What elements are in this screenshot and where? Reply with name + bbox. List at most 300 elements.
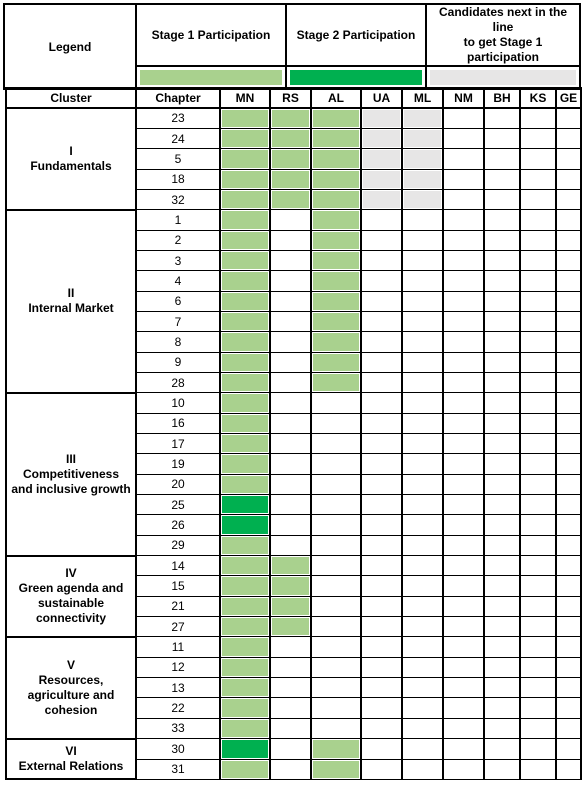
status-cell-rs-empty (270, 434, 311, 454)
status-cell-mn-stage1 (220, 698, 270, 718)
status-cell-mn-stage1 (220, 108, 270, 128)
status-fill-stage1 (272, 618, 309, 635)
status-cell-ua-empty (361, 556, 402, 576)
status-cell-ks-empty (520, 332, 556, 352)
status-fill-stage1 (313, 333, 359, 350)
status-cell-ks-empty (520, 210, 556, 230)
status-cell-nm-empty (443, 576, 484, 596)
status-fill-stage1 (222, 618, 268, 635)
status-cell-rs-empty (270, 413, 311, 433)
status-cell-ml-empty (402, 311, 443, 331)
status-cell-bh-empty (484, 352, 520, 372)
status-fill-next-in-line (404, 171, 441, 188)
status-cell-ks-empty (520, 556, 556, 576)
status-cell-nm-empty (443, 454, 484, 474)
status-cell-al-stage1 (311, 108, 361, 128)
status-cell-al-empty (311, 413, 361, 433)
status-cell-bh-empty (484, 291, 520, 311)
status-cell-bh-empty (484, 108, 520, 128)
status-cell-ua-next-in-line (361, 128, 402, 148)
chapter-cell: 32 (136, 189, 220, 209)
status-cell-bh-empty (484, 434, 520, 454)
status-cell-ge-empty (556, 108, 581, 128)
status-cell-nm-empty (443, 210, 484, 230)
status-cell-nm-empty (443, 617, 484, 637)
status-cell-al-empty (311, 556, 361, 576)
chapter-cell: 16 (136, 413, 220, 433)
chapter-cell: 21 (136, 596, 220, 616)
status-cell-ks-empty (520, 393, 556, 413)
status-cell-nm-empty (443, 311, 484, 331)
chapter-cell: 8 (136, 332, 220, 352)
status-cell-nm-empty (443, 759, 484, 779)
status-cell-ml-next-in-line (402, 189, 443, 209)
status-cell-bh-empty (484, 250, 520, 270)
status-cell-rs-empty (270, 230, 311, 250)
status-cell-rs-empty (270, 718, 311, 738)
status-cell-mn-stage1 (220, 311, 270, 331)
status-fill-stage1 (313, 252, 359, 269)
status-cell-bh-empty (484, 698, 520, 718)
cluster-cell (6, 637, 136, 739)
legend-next-label (426, 4, 580, 66)
status-cell-ge-empty (556, 718, 581, 738)
status-cell-ml-empty (402, 637, 443, 657)
status-cell-mn-stage1 (220, 434, 270, 454)
status-cell-ks-empty (520, 495, 556, 515)
chapter-cell: 11 (136, 637, 220, 657)
status-cell-ml-empty (402, 352, 443, 372)
status-cell-ml-empty (402, 515, 443, 535)
status-fill-stage1 (313, 313, 359, 330)
status-cell-al-stage1 (311, 291, 361, 311)
status-cell-al-empty (311, 454, 361, 474)
status-cell-ks-empty (520, 759, 556, 779)
status-cell-ml-empty (402, 617, 443, 637)
status-cell-ge-empty (556, 596, 581, 616)
status-fill-stage1 (272, 110, 309, 127)
status-cell-mn-stage2 (220, 515, 270, 535)
status-fill-stage1 (222, 537, 268, 554)
status-cell-al-stage1 (311, 250, 361, 270)
status-cell-mn-stage2 (220, 739, 270, 759)
status-cell-mn-stage1 (220, 332, 270, 352)
status-cell-bh-empty (484, 271, 520, 291)
status-cell-rs-stage1 (270, 617, 311, 637)
status-fill-stage1 (222, 272, 268, 289)
status-cell-bh-empty (484, 189, 520, 209)
status-fill-stage1 (272, 577, 309, 594)
status-fill-stage1 (313, 293, 359, 310)
status-cell-ua-empty (361, 739, 402, 759)
cluster-name: Fundamentals (30, 158, 112, 173)
status-cell-ks-empty (520, 291, 556, 311)
status-cell-ks-empty (520, 454, 556, 474)
status-fill-stage1 (222, 374, 268, 391)
chapter-cell: 5 (136, 149, 220, 169)
cluster-cell (6, 108, 136, 210)
cluster-name: Green agenda and sustainable connectivity (18, 581, 124, 626)
status-fill-stage1 (222, 659, 268, 676)
status-fill-stage1 (222, 435, 268, 452)
status-cell-bh-empty (484, 169, 520, 189)
cluster-cell (6, 393, 136, 556)
status-cell-ua-empty (361, 474, 402, 494)
status-fill-stage1 (272, 598, 309, 615)
status-cell-mn-stage2 (220, 495, 270, 515)
status-cell-mn-stage1 (220, 596, 270, 616)
status-cell-rs-stage1 (270, 576, 311, 596)
status-cell-ks-empty (520, 434, 556, 454)
status-cell-ml-next-in-line (402, 108, 443, 128)
status-cell-ge-empty (556, 250, 581, 270)
status-cell-mn-stage1 (220, 169, 270, 189)
status-cell-al-empty (311, 617, 361, 637)
status-cell-al-empty (311, 474, 361, 494)
cluster-name: Resources, agriculture and cohesion (27, 672, 115, 717)
status-fill-stage1 (272, 557, 309, 574)
cluster-numeral: IV (65, 566, 77, 581)
status-cell-al-stage1 (311, 271, 361, 291)
status-cell-ge-empty (556, 311, 581, 331)
status-cell-ml-empty (402, 291, 443, 311)
column-header-mn: MN (220, 88, 270, 108)
legend-table (3, 3, 581, 90)
chapter-cell: 6 (136, 291, 220, 311)
status-cell-rs-empty (270, 739, 311, 759)
status-cell-ks-empty (520, 108, 556, 128)
legend-stage2-swatch (286, 66, 426, 89)
status-cell-rs-stage1 (270, 149, 311, 169)
status-cell-ge-empty (556, 617, 581, 637)
status-cell-nm-empty (443, 352, 484, 372)
chapter-cell: 25 (136, 495, 220, 515)
column-header-ks: KS (520, 88, 556, 108)
status-cell-ge-empty (556, 576, 581, 596)
status-cell-ua-empty (361, 698, 402, 718)
status-cell-ml-empty (402, 759, 443, 779)
status-cell-ua-empty (361, 311, 402, 331)
status-cell-ks-empty (520, 413, 556, 433)
status-cell-ua-empty (361, 596, 402, 616)
status-cell-al-stage1 (311, 189, 361, 209)
status-fill-stage1 (272, 191, 309, 208)
status-cell-mn-stage1 (220, 128, 270, 148)
chapter-cell: 9 (136, 352, 220, 372)
status-cell-mn-stage1 (220, 718, 270, 738)
status-cell-mn-stage1 (220, 678, 270, 698)
status-fill-stage1 (313, 171, 359, 188)
chapter-cell: 10 (136, 393, 220, 413)
status-cell-ge-empty (556, 739, 581, 759)
status-cell-ge-empty (556, 474, 581, 494)
status-fill-stage1 (222, 679, 268, 696)
status-cell-ml-empty (402, 372, 443, 392)
status-fill-stage1 (272, 150, 309, 167)
status-fill-stage1 (222, 598, 268, 615)
status-cell-bh-empty (484, 515, 520, 535)
chapter-cell: 1 (136, 210, 220, 230)
status-fill-stage2 (222, 496, 268, 513)
status-cell-ge-empty (556, 454, 581, 474)
status-cell-mn-stage1 (220, 230, 270, 250)
status-fill-stage1 (272, 130, 309, 147)
status-cell-rs-empty (270, 495, 311, 515)
status-cell-rs-stage1 (270, 108, 311, 128)
status-cell-ml-empty (402, 718, 443, 738)
status-cell-al-empty (311, 678, 361, 698)
status-cell-al-empty (311, 698, 361, 718)
column-header-ge: GE (556, 88, 581, 108)
status-cell-ks-empty (520, 271, 556, 291)
status-cell-nm-empty (443, 128, 484, 148)
status-cell-ks-empty (520, 474, 556, 494)
chapter-cell: 7 (136, 311, 220, 331)
status-cell-ml-empty (402, 393, 443, 413)
status-cell-ua-next-in-line (361, 108, 402, 128)
status-cell-nm-empty (443, 495, 484, 515)
status-cell-ua-empty (361, 637, 402, 657)
cluster-name: Internal Market (28, 301, 114, 316)
status-cell-bh-empty (484, 372, 520, 392)
status-cell-nm-empty (443, 271, 484, 291)
status-cell-ua-empty (361, 291, 402, 311)
status-cell-ks-empty (520, 352, 556, 372)
status-cell-bh-empty (484, 718, 520, 738)
status-cell-bh-empty (484, 413, 520, 433)
status-cell-ge-empty (556, 515, 581, 535)
participation-table (5, 87, 582, 780)
column-header-rs: RS (270, 88, 311, 108)
legend-stage2-label: Stage 2 Participation (286, 4, 426, 66)
status-fill-stage1 (222, 577, 268, 594)
status-cell-mn-stage1 (220, 210, 270, 230)
column-header-chapter: Chapter (136, 88, 220, 108)
status-cell-nm-empty (443, 474, 484, 494)
status-cell-bh-empty (484, 210, 520, 230)
status-cell-nm-empty (443, 332, 484, 352)
status-cell-ge-empty (556, 657, 581, 677)
status-cell-ks-empty (520, 576, 556, 596)
status-cell-ml-empty (402, 454, 443, 474)
status-cell-ge-empty (556, 495, 581, 515)
status-cell-rs-empty (270, 210, 311, 230)
chapter-cell: 22 (136, 698, 220, 718)
status-cell-ua-next-in-line (361, 169, 402, 189)
chapter-cell: 12 (136, 657, 220, 677)
status-cell-rs-empty (270, 311, 311, 331)
status-cell-ml-empty (402, 576, 443, 596)
status-cell-ua-next-in-line (361, 189, 402, 209)
table-row (6, 637, 581, 657)
status-cell-rs-empty (270, 474, 311, 494)
status-fill-stage1 (222, 252, 268, 269)
status-fill-stage1 (313, 272, 359, 289)
status-cell-mn-stage1 (220, 413, 270, 433)
status-cell-bh-empty (484, 393, 520, 413)
cluster-cell (6, 210, 136, 393)
status-fill-stage1 (222, 638, 268, 655)
status-cell-al-stage1 (311, 230, 361, 250)
status-cell-bh-empty (484, 739, 520, 759)
status-cell-al-stage1 (311, 311, 361, 331)
status-cell-mn-stage1 (220, 556, 270, 576)
status-cell-mn-stage1 (220, 657, 270, 677)
status-fill-stage1 (222, 354, 268, 371)
status-cell-ks-empty (520, 718, 556, 738)
table-row (6, 393, 581, 413)
status-cell-rs-empty (270, 271, 311, 291)
status-fill-stage1 (222, 171, 268, 188)
status-fill-stage1 (313, 374, 359, 391)
status-cell-bh-empty (484, 332, 520, 352)
status-cell-al-stage1 (311, 352, 361, 372)
status-cell-nm-empty (443, 678, 484, 698)
chapter-cell: 13 (136, 678, 220, 698)
status-fill-stage1 (313, 130, 359, 147)
status-cell-mn-stage1 (220, 189, 270, 209)
status-cell-rs-empty (270, 352, 311, 372)
status-cell-al-empty (311, 393, 361, 413)
status-cell-rs-empty (270, 637, 311, 657)
status-fill-stage2 (222, 740, 268, 757)
status-cell-ge-empty (556, 149, 581, 169)
cluster-numeral: V (66, 657, 75, 672)
status-cell-ks-empty (520, 617, 556, 637)
status-cell-ml-empty (402, 434, 443, 454)
status-cell-nm-empty (443, 291, 484, 311)
status-fill-stage1 (222, 557, 268, 574)
status-fill-stage1 (222, 211, 268, 228)
status-cell-nm-empty (443, 393, 484, 413)
status-fill-stage1 (313, 150, 359, 167)
status-cell-nm-empty (443, 718, 484, 738)
status-cell-mn-stage1 (220, 352, 270, 372)
status-cell-nm-empty (443, 596, 484, 616)
status-cell-ua-empty (361, 271, 402, 291)
status-cell-al-stage1 (311, 759, 361, 779)
legend-title: Legend (4, 4, 136, 89)
column-header-ml: ML (402, 88, 443, 108)
cluster-name: Competitiveness and inclusive growth (11, 466, 131, 496)
status-cell-ml-empty (402, 556, 443, 576)
status-fill-stage1 (222, 455, 268, 472)
status-cell-nm-empty (443, 657, 484, 677)
status-cell-al-empty (311, 576, 361, 596)
status-cell-ks-empty (520, 311, 556, 331)
status-cell-ua-empty (361, 230, 402, 250)
status-cell-rs-stage1 (270, 189, 311, 209)
table-header-row (6, 88, 581, 108)
cluster-numeral: I (69, 143, 73, 158)
chapter-cell: 29 (136, 535, 220, 555)
status-cell-bh-empty (484, 454, 520, 474)
status-cell-ks-empty (520, 515, 556, 535)
status-cell-ua-empty (361, 759, 402, 779)
status-cell-ge-empty (556, 413, 581, 433)
status-fill-stage1 (222, 191, 268, 208)
status-fill-stage1 (313, 232, 359, 249)
status-cell-nm-empty (443, 169, 484, 189)
status-cell-ml-empty (402, 698, 443, 718)
status-cell-al-stage1 (311, 169, 361, 189)
status-cell-rs-empty (270, 250, 311, 270)
column-header-ua: UA (361, 88, 402, 108)
status-cell-mn-stage1 (220, 372, 270, 392)
status-cell-ge-empty (556, 210, 581, 230)
status-cell-ua-empty (361, 454, 402, 474)
status-fill-next-in-line (404, 130, 441, 147)
status-cell-bh-empty (484, 128, 520, 148)
status-cell-ml-empty (402, 495, 443, 515)
status-cell-ks-empty (520, 739, 556, 759)
status-fill-next-in-line (404, 110, 441, 127)
status-cell-al-empty (311, 637, 361, 657)
status-cell-mn-stage1 (220, 759, 270, 779)
status-cell-ge-empty (556, 372, 581, 392)
status-cell-ks-empty (520, 372, 556, 392)
status-fill-stage1 (222, 130, 268, 147)
status-cell-ml-empty (402, 271, 443, 291)
status-fill-stage1 (313, 761, 359, 778)
status-cell-al-empty (311, 515, 361, 535)
status-cell-ge-empty (556, 291, 581, 311)
status-cell-rs-empty (270, 678, 311, 698)
status-cell-ks-empty (520, 637, 556, 657)
status-fill-stage1 (222, 476, 268, 493)
status-cell-ge-empty (556, 678, 581, 698)
status-cell-ml-empty (402, 230, 443, 250)
chapter-cell: 2 (136, 230, 220, 250)
status-fill-stage1 (222, 232, 268, 249)
status-cell-ml-empty (402, 535, 443, 555)
chapter-cell: 26 (136, 515, 220, 535)
status-cell-ml-empty (402, 332, 443, 352)
status-cell-mn-stage1 (220, 637, 270, 657)
status-fill-next-in-line (363, 150, 400, 167)
status-cell-ml-empty (402, 678, 443, 698)
status-cell-rs-empty (270, 454, 311, 474)
status-fill-next-in-line (404, 191, 441, 208)
column-header-al: AL (311, 88, 361, 108)
status-cell-ks-empty (520, 678, 556, 698)
status-cell-ge-empty (556, 271, 581, 291)
status-cell-bh-empty (484, 535, 520, 555)
status-cell-bh-empty (484, 678, 520, 698)
status-fill-stage1 (272, 171, 309, 188)
status-cell-ge-empty (556, 637, 581, 657)
status-cell-rs-empty (270, 291, 311, 311)
status-cell-ks-empty (520, 596, 556, 616)
status-cell-ge-empty (556, 698, 581, 718)
status-cell-ua-empty (361, 332, 402, 352)
status-cell-bh-empty (484, 759, 520, 779)
status-cell-al-empty (311, 596, 361, 616)
chapter-cell: 30 (136, 739, 220, 759)
status-cell-nm-empty (443, 535, 484, 555)
status-cell-ua-empty (361, 250, 402, 270)
status-cell-ks-empty (520, 189, 556, 209)
status-fill-stage1 (222, 761, 268, 778)
status-cell-nm-empty (443, 434, 484, 454)
status-cell-nm-empty (443, 698, 484, 718)
status-cell-bh-empty (484, 657, 520, 677)
chapter-cell: 20 (136, 474, 220, 494)
status-cell-nm-empty (443, 637, 484, 657)
chapter-cell: 33 (136, 718, 220, 738)
status-cell-mn-stage1 (220, 271, 270, 291)
status-cell-nm-empty (443, 413, 484, 433)
